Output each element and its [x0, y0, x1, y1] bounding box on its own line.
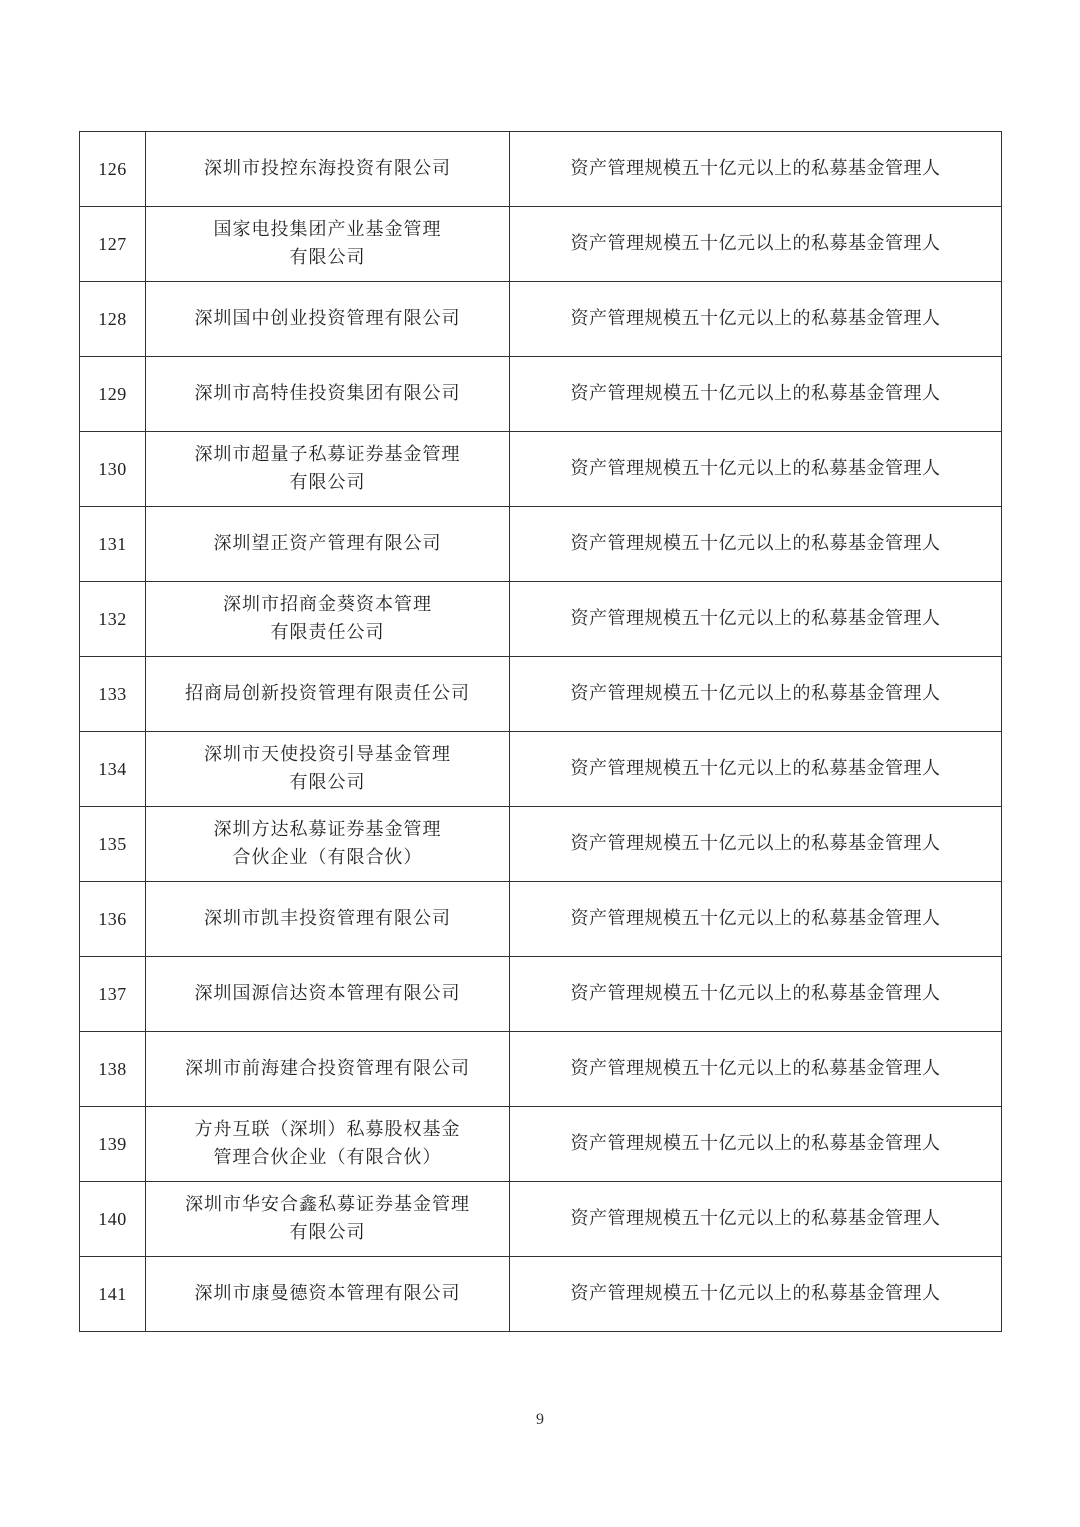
- manager-category: 资产管理规模五十亿元以上的私募基金管理人: [510, 1182, 1002, 1257]
- table-row: [80, 1182, 1002, 1257]
- manager-name-line: 深圳市招商金葵资本管理: [223, 594, 432, 615]
- manager-name-cell: [146, 507, 510, 582]
- table-row: [80, 582, 1002, 657]
- table-row: [80, 357, 1002, 432]
- table-row: [80, 1257, 1002, 1332]
- manager-name-line: 深圳市高特佳投资集团有限公司: [194, 383, 461, 404]
- manager-name-cell: [146, 1182, 510, 1257]
- table-row: [80, 882, 1002, 957]
- manager-name-cell: [146, 1107, 510, 1182]
- manager-name-line: 深圳市投控东海投资有限公司: [204, 158, 451, 179]
- manager-name-line: 方舟互联（深圳）私募股权基金: [194, 1119, 461, 1140]
- row-index: 131: [80, 507, 146, 582]
- manager-name-cell: [146, 582, 510, 657]
- table-row: [80, 657, 1002, 732]
- manager-name-cell: [146, 807, 510, 882]
- manager-name-cell: [146, 282, 510, 357]
- manager-name-line: 招商局创新投资管理有限责任公司: [185, 683, 470, 704]
- row-index: 130: [80, 432, 146, 507]
- row-index: 139: [80, 1107, 146, 1182]
- manager-name-line: 有限公司: [289, 772, 366, 793]
- row-index: 128: [80, 282, 146, 357]
- manager-category: 资产管理规模五十亿元以上的私募基金管理人: [510, 582, 1002, 657]
- manager-name-cell: [146, 732, 510, 807]
- row-index: 136: [80, 882, 146, 957]
- table-body: [80, 132, 1002, 1332]
- manager-category: 资产管理规模五十亿元以上的私募基金管理人: [510, 807, 1002, 882]
- manager-name-line: 深圳市超量子私募证券基金管理: [194, 444, 461, 465]
- manager-name-line: 深圳国源信达资本管理有限公司: [194, 983, 461, 1004]
- fund-manager-table: [79, 131, 1002, 1332]
- manager-category: 资产管理规模五十亿元以上的私募基金管理人: [510, 1032, 1002, 1107]
- manager-name-line: 有限公司: [289, 472, 366, 493]
- row-index: 129: [80, 357, 146, 432]
- manager-name-line: 深圳市华安合鑫私募证券基金管理: [185, 1194, 470, 1215]
- manager-name-line: 有限公司: [289, 1222, 366, 1243]
- manager-name-cell: [146, 432, 510, 507]
- manager-category: 资产管理规模五十亿元以上的私募基金管理人: [510, 132, 1002, 207]
- row-index: 133: [80, 657, 146, 732]
- manager-name-cell: [146, 882, 510, 957]
- manager-name-cell: [146, 957, 510, 1032]
- table-row: [80, 957, 1002, 1032]
- table-row: [80, 432, 1002, 507]
- row-index: 127: [80, 207, 146, 282]
- manager-name-cell: [146, 207, 510, 282]
- row-index: 138: [80, 1032, 146, 1107]
- page-number: 9: [536, 1411, 544, 1428]
- table-row: [80, 282, 1002, 357]
- table-row: [80, 207, 1002, 282]
- table-row: [80, 132, 1002, 207]
- manager-category: 资产管理规模五十亿元以上的私募基金管理人: [510, 882, 1002, 957]
- manager-category: 资产管理规模五十亿元以上的私募基金管理人: [510, 432, 1002, 507]
- row-index: 141: [80, 1257, 146, 1332]
- row-index: 137: [80, 957, 146, 1032]
- manager-category: 资产管理规模五十亿元以上的私募基金管理人: [510, 957, 1002, 1032]
- manager-name-line: 国家电投集团产业基金管理: [213, 219, 442, 240]
- row-index: 134: [80, 732, 146, 807]
- manager-category: 资产管理规模五十亿元以上的私募基金管理人: [510, 1107, 1002, 1182]
- manager-name-line: 深圳市天使投资引导基金管理: [204, 744, 451, 765]
- manager-name-line: 深圳市凯丰投资管理有限公司: [204, 908, 451, 929]
- manager-name-cell: [146, 1257, 510, 1332]
- table-row: [80, 1032, 1002, 1107]
- manager-name-cell: [146, 1032, 510, 1107]
- table-row: [80, 807, 1002, 882]
- manager-name-line: 管理合伙企业（有限合伙）: [213, 1147, 442, 1168]
- table-row: [80, 732, 1002, 807]
- row-index: 135: [80, 807, 146, 882]
- manager-category: 资产管理规模五十亿元以上的私募基金管理人: [510, 282, 1002, 357]
- row-index: 126: [80, 132, 146, 207]
- manager-name-line: 有限责任公司: [270, 622, 385, 643]
- row-index: 140: [80, 1182, 146, 1257]
- manager-name-line: 深圳望正资产管理有限公司: [213, 533, 442, 554]
- manager-name-line: 深圳国中创业投资管理有限公司: [194, 308, 461, 329]
- manager-category: 资产管理规模五十亿元以上的私募基金管理人: [510, 357, 1002, 432]
- row-index: 132: [80, 582, 146, 657]
- table-row: [80, 507, 1002, 582]
- manager-name-line: 有限公司: [289, 247, 366, 268]
- manager-name-cell: [146, 657, 510, 732]
- manager-name-line: 深圳市康曼德资本管理有限公司: [194, 1283, 461, 1304]
- manager-category: 资产管理规模五十亿元以上的私募基金管理人: [510, 507, 1002, 582]
- manager-category: 资产管理规模五十亿元以上的私募基金管理人: [510, 1257, 1002, 1332]
- manager-name-cell: [146, 357, 510, 432]
- manager-category: 资产管理规模五十亿元以上的私募基金管理人: [510, 657, 1002, 732]
- manager-name-line: 合伙企业（有限合伙）: [232, 847, 423, 868]
- manager-category: 资产管理规模五十亿元以上的私募基金管理人: [510, 732, 1002, 807]
- table-row: [80, 1107, 1002, 1182]
- manager-name-line: 深圳方达私募证券基金管理: [213, 819, 442, 840]
- manager-category: 资产管理规模五十亿元以上的私募基金管理人: [510, 207, 1002, 282]
- manager-name-line: 深圳市前海建合投资管理有限公司: [185, 1058, 470, 1079]
- manager-name-cell: [146, 132, 510, 207]
